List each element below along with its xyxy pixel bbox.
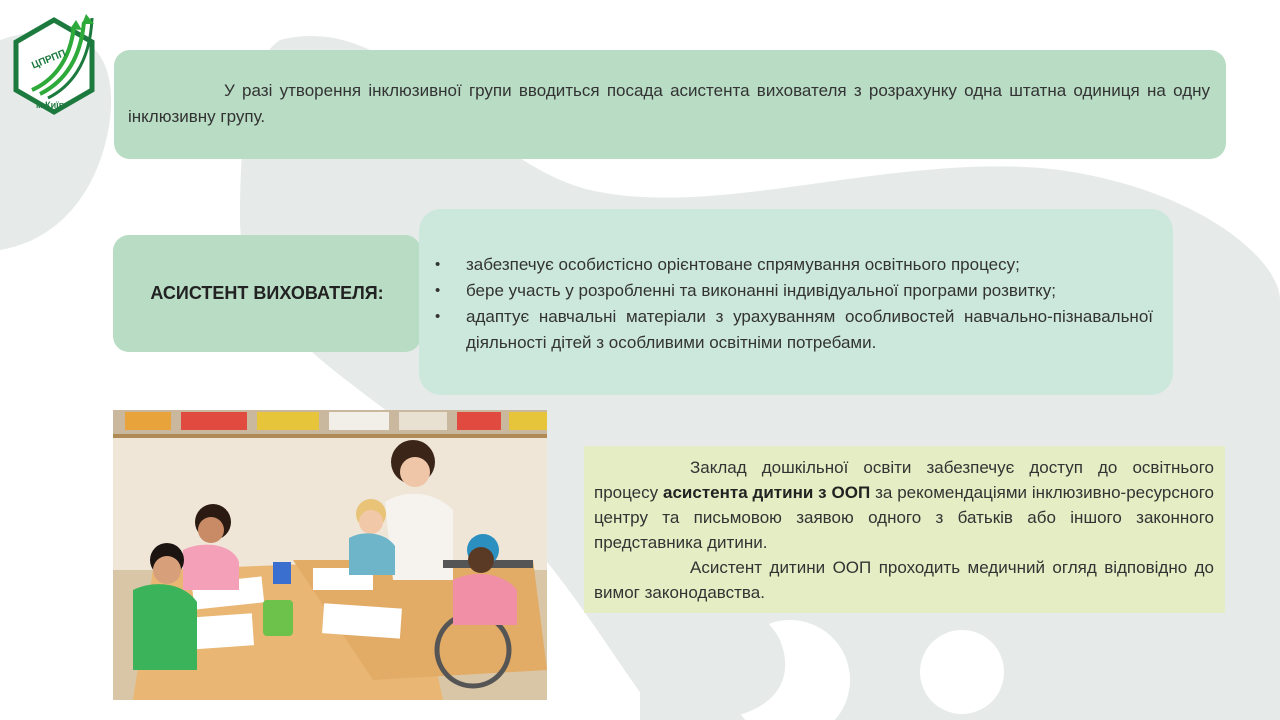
- duty-item: • бере участь у розробленні та виконанні індивідуальної програми розвитку;: [433, 278, 1153, 304]
- paragraph-1-start: Заклад дошкільної освіти забезпечує доступ до освітнього процесу: [594, 458, 1214, 502]
- background-circle-small: [920, 630, 1004, 714]
- assistant-position-text: У разі утворення інклюзивної групи вводиться посада асистента вихователя з розрахунку одна штатна одиниця на одну інклюзивну групу.: [128, 81, 1210, 126]
- logo-city: м.Київ: [36, 100, 65, 110]
- organization-logo: [10, 12, 98, 124]
- logo-abbr: ЦПРПП: [30, 48, 68, 72]
- role-title-box: [113, 235, 421, 352]
- assistant-position-note: [114, 50, 1226, 159]
- duty-item: • забезпечує особистісно орієнтоване спрямування освітнього процесу;: [433, 252, 1153, 278]
- duty-item: • адаптує навчальні матеріали з урахуванням особливостей навчально-пізнавальної діяльності дітей з особливими освітніми потребами.: [433, 304, 1153, 356]
- paragraph-1-bold: асистента дитини з ООП: [663, 483, 871, 502]
- duties-list: [433, 252, 1153, 356]
- duties-box: [419, 209, 1173, 395]
- classroom-photo: [113, 410, 547, 700]
- paragraph-1-end: за рекомендаціями інклюзивно-ресурсного центру та письмовою заявою одного з батьків або іншого законного представника дитини.: [594, 483, 1214, 552]
- child-assistant-info: [584, 446, 1225, 613]
- child-assistant-paragraph-1: [594, 455, 1214, 555]
- child-assistant-paragraph-2: Асистент дитини ООП проходить медичний огляд відповідно до вимог законодавства.: [594, 558, 1214, 602]
- role-title: АСИСТЕНТ ВИХОВАТЕЛЯ:: [150, 283, 384, 303]
